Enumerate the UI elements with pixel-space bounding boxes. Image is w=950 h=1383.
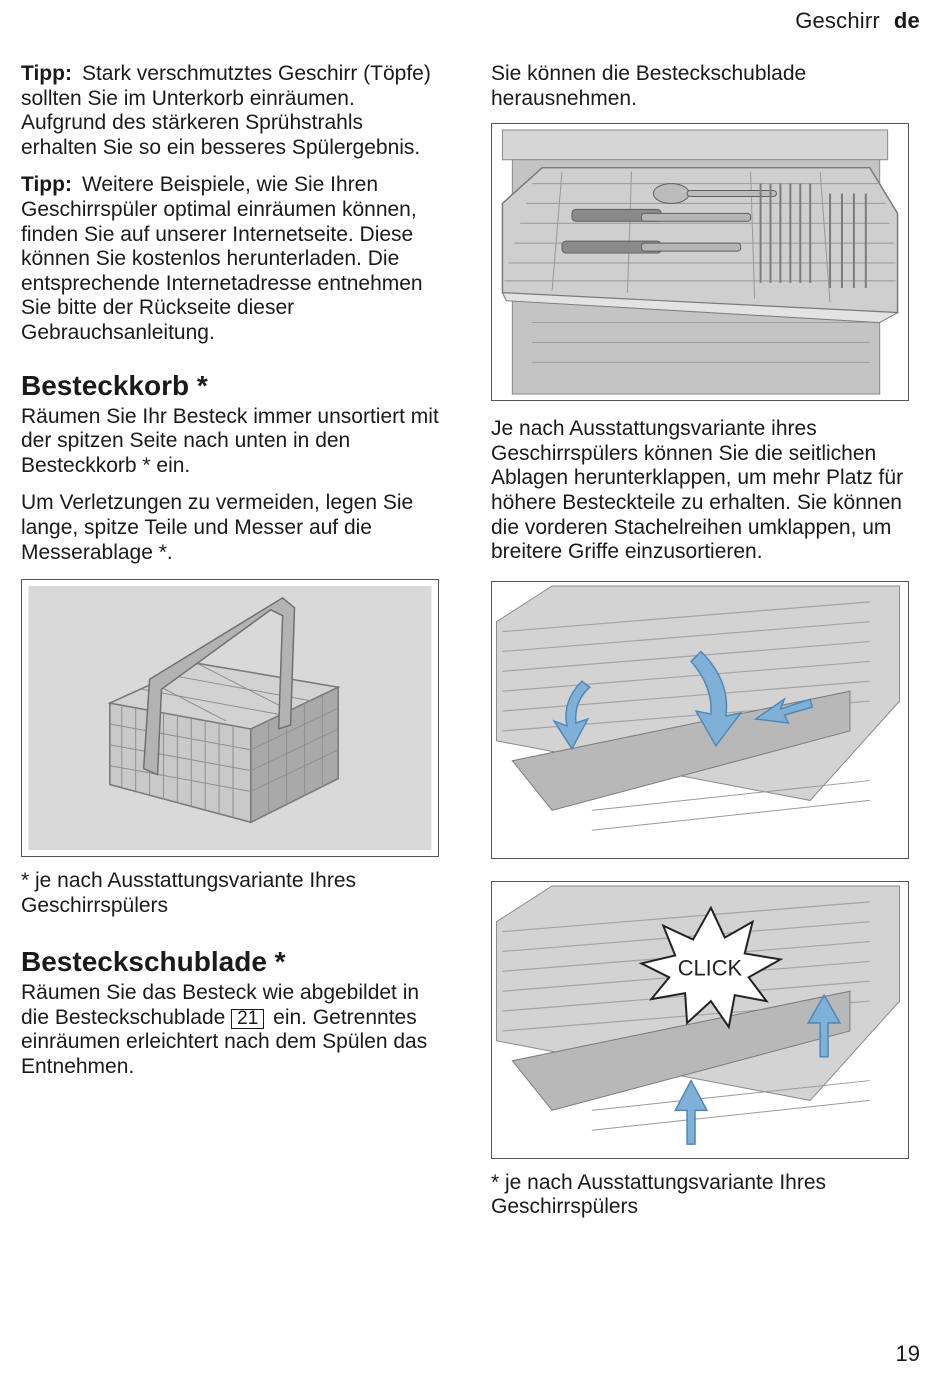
header-section: Geschirr: [795, 8, 880, 33]
basket-paragraph-1: Räumen Sie Ihr Besteck immer unsortiert mit der spitzen Seite nach unten in den Besteckkorb * ein.: [21, 404, 439, 477]
cutlery-basket-illustration: [22, 580, 438, 856]
fold-down-figure: [491, 581, 909, 859]
tip-2-label: Tipp:: [21, 173, 72, 197]
footnote-left: * je nach Ausstattungsvariante Ihres Geschirrspülers: [21, 869, 357, 917]
tip-2: [21, 173, 441, 345]
drawer-text-before: Räumen Sie das Besteck wie abgebildet in die Besteckschublade: [21, 981, 420, 1029]
header-language: de: [893, 8, 920, 33]
left-column: [21, 62, 441, 1093]
footnote-right: * je nach Ausstattungsvariante Ihres Geschirrspülers: [491, 1170, 827, 1219]
basket-paragraph-2: Um Verletzungen zu vermeiden, legen Sie lange, spitze Teile und Messer auf die Messerablage *.: [21, 491, 414, 564]
drawer-text-after: ein. Getrenntes einräumen erleichtert nach dem Spülen das Entnehmen.: [21, 1005, 428, 1079]
click-illustration: [492, 882, 908, 1158]
variant-paragraph: Je nach Ausstattungsvariante ihres Geschirrspülers können Sie die seitlichen Ablagen herunterklappen, um mehr Platz für höhere Besteckteile zu erhalten. Sie können die vorderen Stachelreihen umklappen, um breitere Griffe einzusortieren.: [491, 417, 904, 564]
cutlery-drawer-illustration: [492, 124, 908, 400]
item-reference: 21: [231, 1009, 264, 1029]
heading-besteckschublade: Besteckschublade *: [21, 946, 286, 978]
tip-1: [21, 62, 441, 160]
cutlery-basket-figure: [21, 579, 439, 857]
drawer-paragraph: [21, 981, 441, 1079]
cutlery-drawer-figure: [491, 123, 909, 401]
tip-1-label: Tipp:: [21, 62, 72, 85]
tip-2-text: Weitere Beispiele, wie Sie Ihren Geschirrspüler optimal einräumen können, finden Sie auf unserer Internetseite. Diese können Sie kostenlos herunterladen. Die entsprechende Internetadresse entnehmen Sie bitte der Rückseite dieser Gebrauchsanleitung.: [21, 173, 423, 344]
right-column: [491, 62, 921, 1220]
heading-besteckkorb: Besteckkorb *: [21, 369, 208, 401]
click-label: CLICK: [677, 955, 743, 981]
drawer-removable-text: Sie können die Besteckschublade herausnehmen.: [491, 62, 807, 110]
fold-down-illustration: [492, 582, 908, 858]
click-figure: [491, 881, 909, 1159]
tip-1-text: Stark verschmutztes Geschirr (Töpfe) sollten Sie im Unterkorb einräumen. Aufgrund des stärkeren Sprühstrahls erhalten Sie so ein besseres Spülergebnis.: [21, 62, 431, 159]
page-number: 19: [895, 1341, 920, 1366]
page-header: [795, 8, 920, 34]
